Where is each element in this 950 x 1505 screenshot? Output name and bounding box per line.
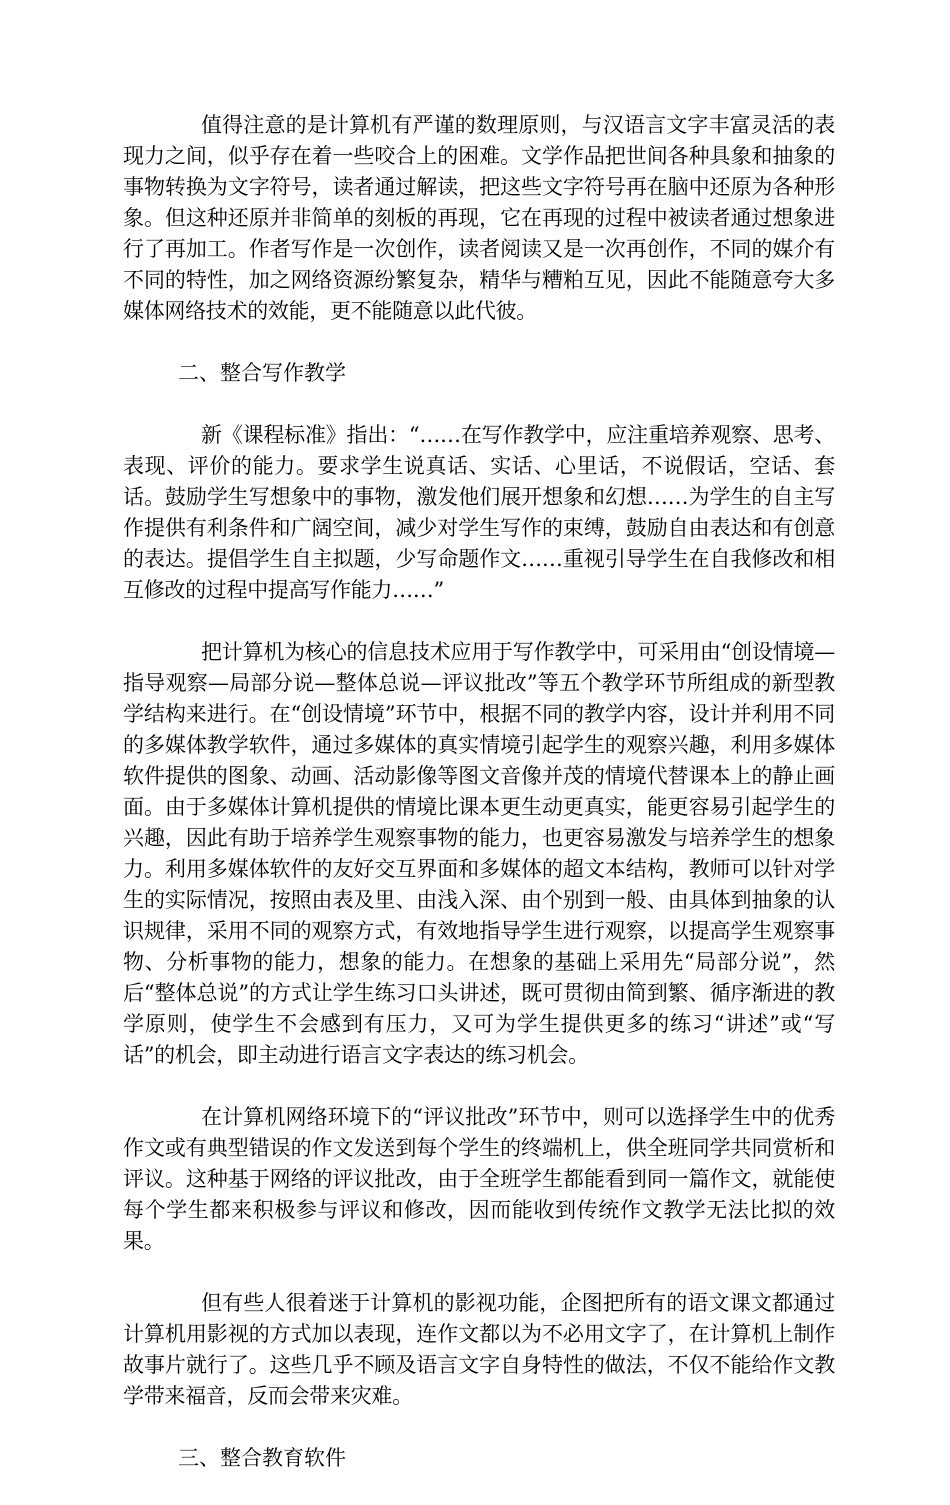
paragraph-caution: 值得注意的是计算机有严谨的数理原则，与汉语言文字丰富灵活的表现力之间，似乎存在着一些咬合上的困难。文学作品把世间各种具象和抽象的事物转换为文字符号，读者通过解读，把这些文字符号再在脑中还原为各种形象。但这种还原并非简单的刻板的再现，它在再现的过程中被读者通过想象进行了再加工。作者写作是一次创作，读者阅读又是一次再创作，不同的媒介有不同的特性，加之网络资源纷繁复杂，精华与糟粕互见，因此不能随意夸大多媒体网络技术的效能，更不能随意以此代彼。 bbox=[123, 113, 835, 323]
paragraph-teaching-structure: 把计算机为核心的信息技术应用于写作教学中，可采用由“创设情境—指导观察—局部分说—整体总说—评议批改”等五个教学环节所组成的新型教学结构来进行。在“创设情境”环节中，根据不同的教学内容，设计并利用不同的多媒体教学软件，通过多媒体的真实情境引起学生的观察兴趣，利用多媒体软件提供的图象、动画、活动影像等图文音像并茂的情境代替课本上的静止画面。由于多媒体计算机提供的情境比课本更生动更真实，能更容易引起学生的兴趣，因此有助于培养学生观察事物的能力，也更容易激发与培养学生的想象力。利用多媒体软件的友好交互界面和多媒体的超文本结构，教师可以针对学生的实际情况，按照由表及里、由浅入深、由个别到一般、由具体到抽象的认识规律，采用不同的观察方式，有效地指导学生进行观察，以提高学生观察事物、分析事物的能力，想象的能力。在想象的基础上采用先“局部分说”，然后“整体总说”的方式让学生练习口头讲述，既可贯彻由简到繁、循序渐进的教学原则，使学生不会感到有压力，又可为学生提供更多的练习“讲述”或“写话”的机会，即主动进行语言文字表达的练习机会。 bbox=[123, 640, 835, 1067]
paragraph-curriculum-quote: 新《课程标准》指出：“……在写作教学中，应注重培养观察、思考、表现、评价的能力。要求学生说真话、实话、心里话，不说假话，空话、套话。鼓励学生写想象中的事物，激发他们展开想象和幻想……为学生的自主写作提供有利条件和广阔空间，减少对学生写作的束缚，鼓励自由表达和有创意的表达。提倡学生自主拟题，少写命题作文……重视引导学生在自我修改和相互修改的过程中提高写作能力……” bbox=[123, 423, 835, 602]
paragraph-peer-review: 在计算机网络环境下的“评议批改”环节中，则可以选择学生中的优秀作文或有典型错误的作文发送到每个学生的终端机上，供全班同学共同赏析和评议。这种基于网络的评议批改，由于全班学生都能看到同一篇作文，就能使每个学生都来积极参与评议和修改，因而能收到传统作文教学无法比拟的效果。 bbox=[123, 1105, 835, 1253]
section-heading-software: 三、整合教育软件 bbox=[178, 1446, 346, 1470]
paragraph-video-misuse: 但有些人很着迷于计算机的影视功能，企图把所有的语文课文都通过计算机用影视的方式加以表现，连作文都以为不必用文字了，在计算机上制作故事片就行了。这些几乎不顾及语言文字自身特性的做法，不仅不能给作文教学带来福音，反而会带来灾难。 bbox=[123, 1291, 835, 1408]
document-body bbox=[123, 110, 835, 1505]
section-heading-writing: 二、整合写作教学 bbox=[178, 361, 346, 385]
